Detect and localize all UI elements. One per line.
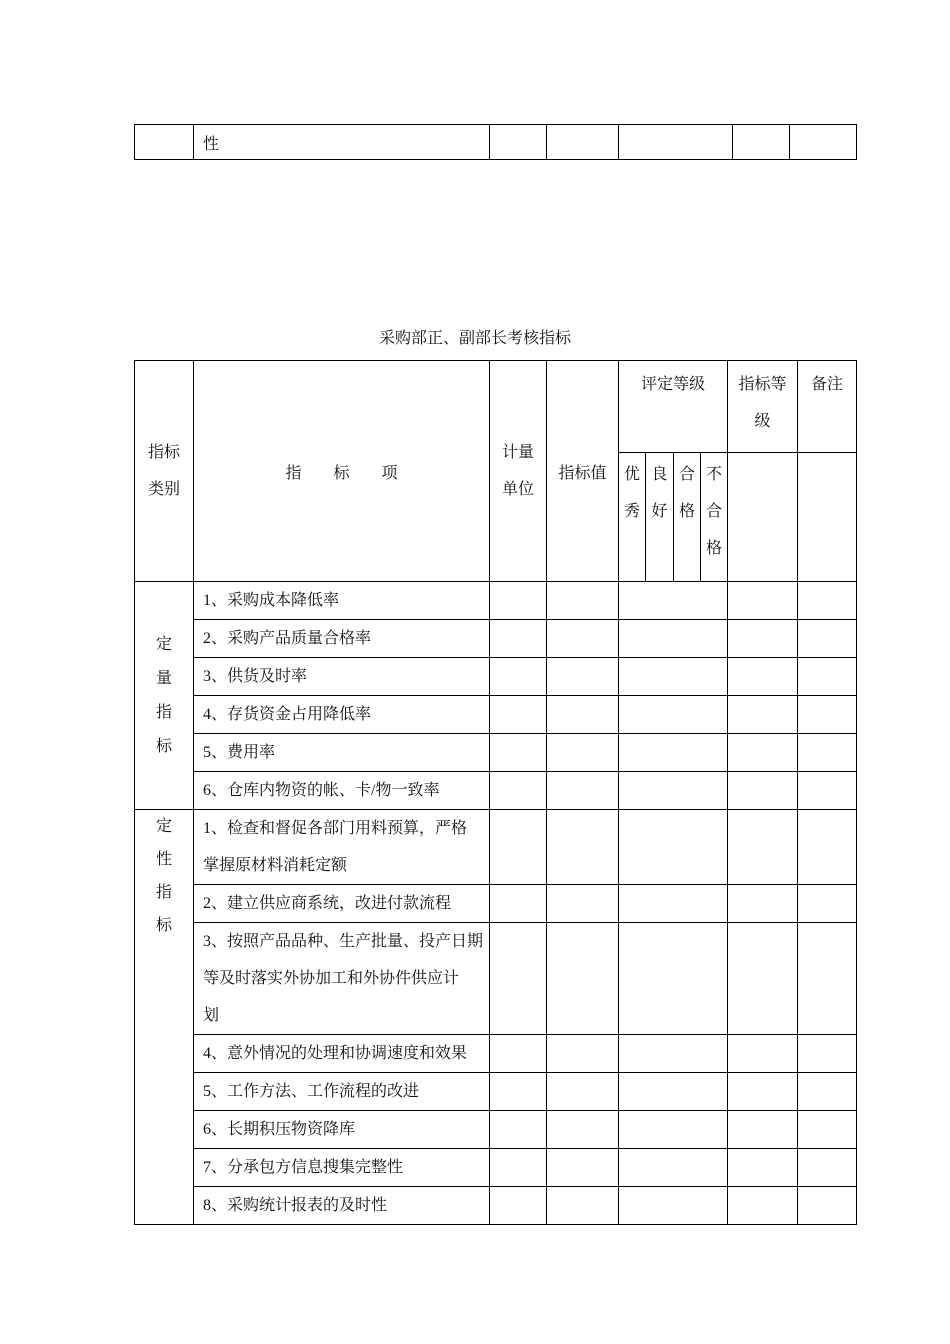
rating-cell [619,620,728,658]
item-cell [194,620,490,658]
item-text: 6、长期积压物资降库 [203,1121,356,1138]
header-item-cell [194,361,490,582]
unit-cell [490,1035,547,1073]
item-text: 8、采购统计报表的及时性 [203,1197,388,1214]
unit-cell [490,1149,547,1187]
rating-cell [619,810,728,885]
rating-level-pass: 合格 [678,466,695,520]
remark-cell [798,810,857,885]
empty-cell [728,453,798,582]
remark-cell [798,885,857,923]
value-cell [547,1149,619,1187]
rating-cell [619,582,728,620]
table-row [135,923,857,1035]
table-row [135,1187,857,1225]
header-category-cell [135,361,194,582]
grade-cell [728,1035,798,1073]
header-value-cell [547,361,619,582]
rating-cell [619,658,728,696]
item-cell [194,582,490,620]
header-unit-cell [490,361,547,582]
rating-level-cell [646,453,674,582]
grade-cell [728,923,798,1035]
item-text: 5、费用率 [203,744,276,761]
item-cell [194,1073,490,1111]
value-cell [547,620,619,658]
grade-cell [728,1073,798,1111]
rating-cell [619,1073,728,1111]
item-text: 等及时落实外协加工和外协件供应计 [203,970,460,987]
unit-cell [490,620,547,658]
item-cell [194,1187,490,1225]
unit-cell [490,1073,547,1111]
empty-cell [733,125,790,160]
remark-cell [798,923,857,1035]
item-text: 4、意外情况的处理和协调速度和效果 [203,1045,468,1062]
item-text: 3、供货及时率 [203,668,308,685]
rating-level-fail: 不合格 [705,466,722,557]
header-unit: 计量单位 [501,444,534,498]
item-cell [194,658,490,696]
category-label: 定量指标 [155,635,172,755]
unit-cell [490,658,547,696]
header-grade: 指标等级 [738,376,787,430]
assessment-table [134,360,857,1225]
table-row [135,582,857,620]
value-cell [547,1187,619,1225]
table-row [135,885,857,923]
remark-cell [798,620,857,658]
table-row [135,1111,857,1149]
empty-cell [798,453,857,582]
item-cell [194,125,490,160]
item-cell [194,1035,490,1073]
rating-cell [619,734,728,772]
empty-cell [619,125,733,160]
table-row [135,1035,857,1073]
remark-cell [798,1073,857,1111]
item-cell [194,810,490,885]
rating-cell [619,696,728,734]
grade-cell [728,696,798,734]
table-row [135,1149,857,1187]
empty-cell [547,125,619,160]
item-cell [194,772,490,810]
remark-cell [798,1111,857,1149]
rating-level-good: 良好 [651,466,668,520]
rating-level-cell [619,453,646,582]
item-text: 掌握原材料消耗定额 [203,857,348,874]
item-text: 7、分承包方信息搜集完整性 [203,1159,404,1176]
unit-cell [490,696,547,734]
grade-cell [728,772,798,810]
item-text: 2、采购产品质量合格率 [203,630,372,647]
item-cell [194,696,490,734]
empty-cell [135,125,194,160]
table-row [135,696,857,734]
item-text: 4、存货资金占用降低率 [203,706,372,723]
empty-cell [490,125,547,160]
rating-cell [619,1149,728,1187]
header-grade-cell [728,361,798,453]
category-cell-quantitative [135,582,194,810]
item-cell [194,923,490,1035]
item-text: 划 [203,1007,220,1024]
remark-cell [798,1149,857,1187]
unit-cell [490,885,547,923]
grade-cell [728,1149,798,1187]
table-row [135,810,857,885]
remark-cell [798,696,857,734]
value-cell [547,923,619,1035]
rating-cell [619,1187,728,1225]
value-cell [547,1073,619,1111]
item-text: 2、建立供应商系统，改进付款流程 [203,895,452,912]
previous-table-continuation [134,124,857,160]
remark-cell [798,582,857,620]
item-text: 1、采购成本降低率 [203,592,340,609]
unit-cell [490,772,547,810]
header-rating: 评定等级 [641,376,706,393]
rating-level-excellent: 优秀 [623,466,640,520]
header-item: 指 标 项 [285,464,398,482]
remark-cell [798,1187,857,1225]
rating-cell [619,885,728,923]
grade-cell [728,658,798,696]
value-cell [547,582,619,620]
item-text: 6、仓库内物资的帐、卡/物一致率 [203,782,440,799]
empty-cell [790,125,857,160]
unit-cell [490,810,547,885]
grade-cell [728,1111,798,1149]
item-text: 性 [203,135,220,153]
rating-level-cell [674,453,701,582]
value-cell [547,772,619,810]
rating-cell [619,772,728,810]
value-cell [547,1111,619,1149]
category-cell-qualitative [135,810,194,1225]
item-cell [194,1111,490,1149]
value-cell [547,696,619,734]
remark-cell [798,772,857,810]
grade-cell [728,885,798,923]
header-row [135,361,857,453]
unit-cell [490,923,547,1035]
category-label: 定性指标 [155,818,172,934]
table-title: 采购部正、副部长考核指标 [378,330,571,347]
table-row [135,620,857,658]
table-row [135,772,857,810]
rating-level-cell [701,453,728,582]
remark-cell [798,734,857,772]
value-cell [547,885,619,923]
grade-cell [728,620,798,658]
header-rating-cell [619,361,728,453]
remark-cell [798,658,857,696]
rating-cell [619,1035,728,1073]
grade-cell [728,1187,798,1225]
table-row [135,734,857,772]
item-text: 1、检查和督促各部门用料预算，严格 [203,820,468,837]
value-cell [547,1035,619,1073]
table-row [135,125,857,160]
header-remark: 备注 [811,376,844,393]
value-cell [547,810,619,885]
grade-cell [728,582,798,620]
table-row [135,658,857,696]
rating-cell [619,923,728,1035]
rating-cell [619,1111,728,1149]
remark-cell [798,1035,857,1073]
header-category: 指标类别 [147,444,180,498]
value-cell [547,734,619,772]
table-row [135,1073,857,1111]
grade-cell [728,734,798,772]
item-cell [194,734,490,772]
unit-cell [490,1187,547,1225]
unit-cell [490,1111,547,1149]
item-cell [194,1149,490,1187]
value-cell [547,658,619,696]
header-remark-cell [798,361,857,453]
grade-cell [728,810,798,885]
item-text: 3、按照产品品种、生产批量、投产日期 [203,933,484,950]
header-value: 指标值 [558,464,607,482]
item-text: 5、工作方法、工作流程的改进 [203,1083,420,1100]
item-cell [194,885,490,923]
unit-cell [490,734,547,772]
unit-cell [490,582,547,620]
